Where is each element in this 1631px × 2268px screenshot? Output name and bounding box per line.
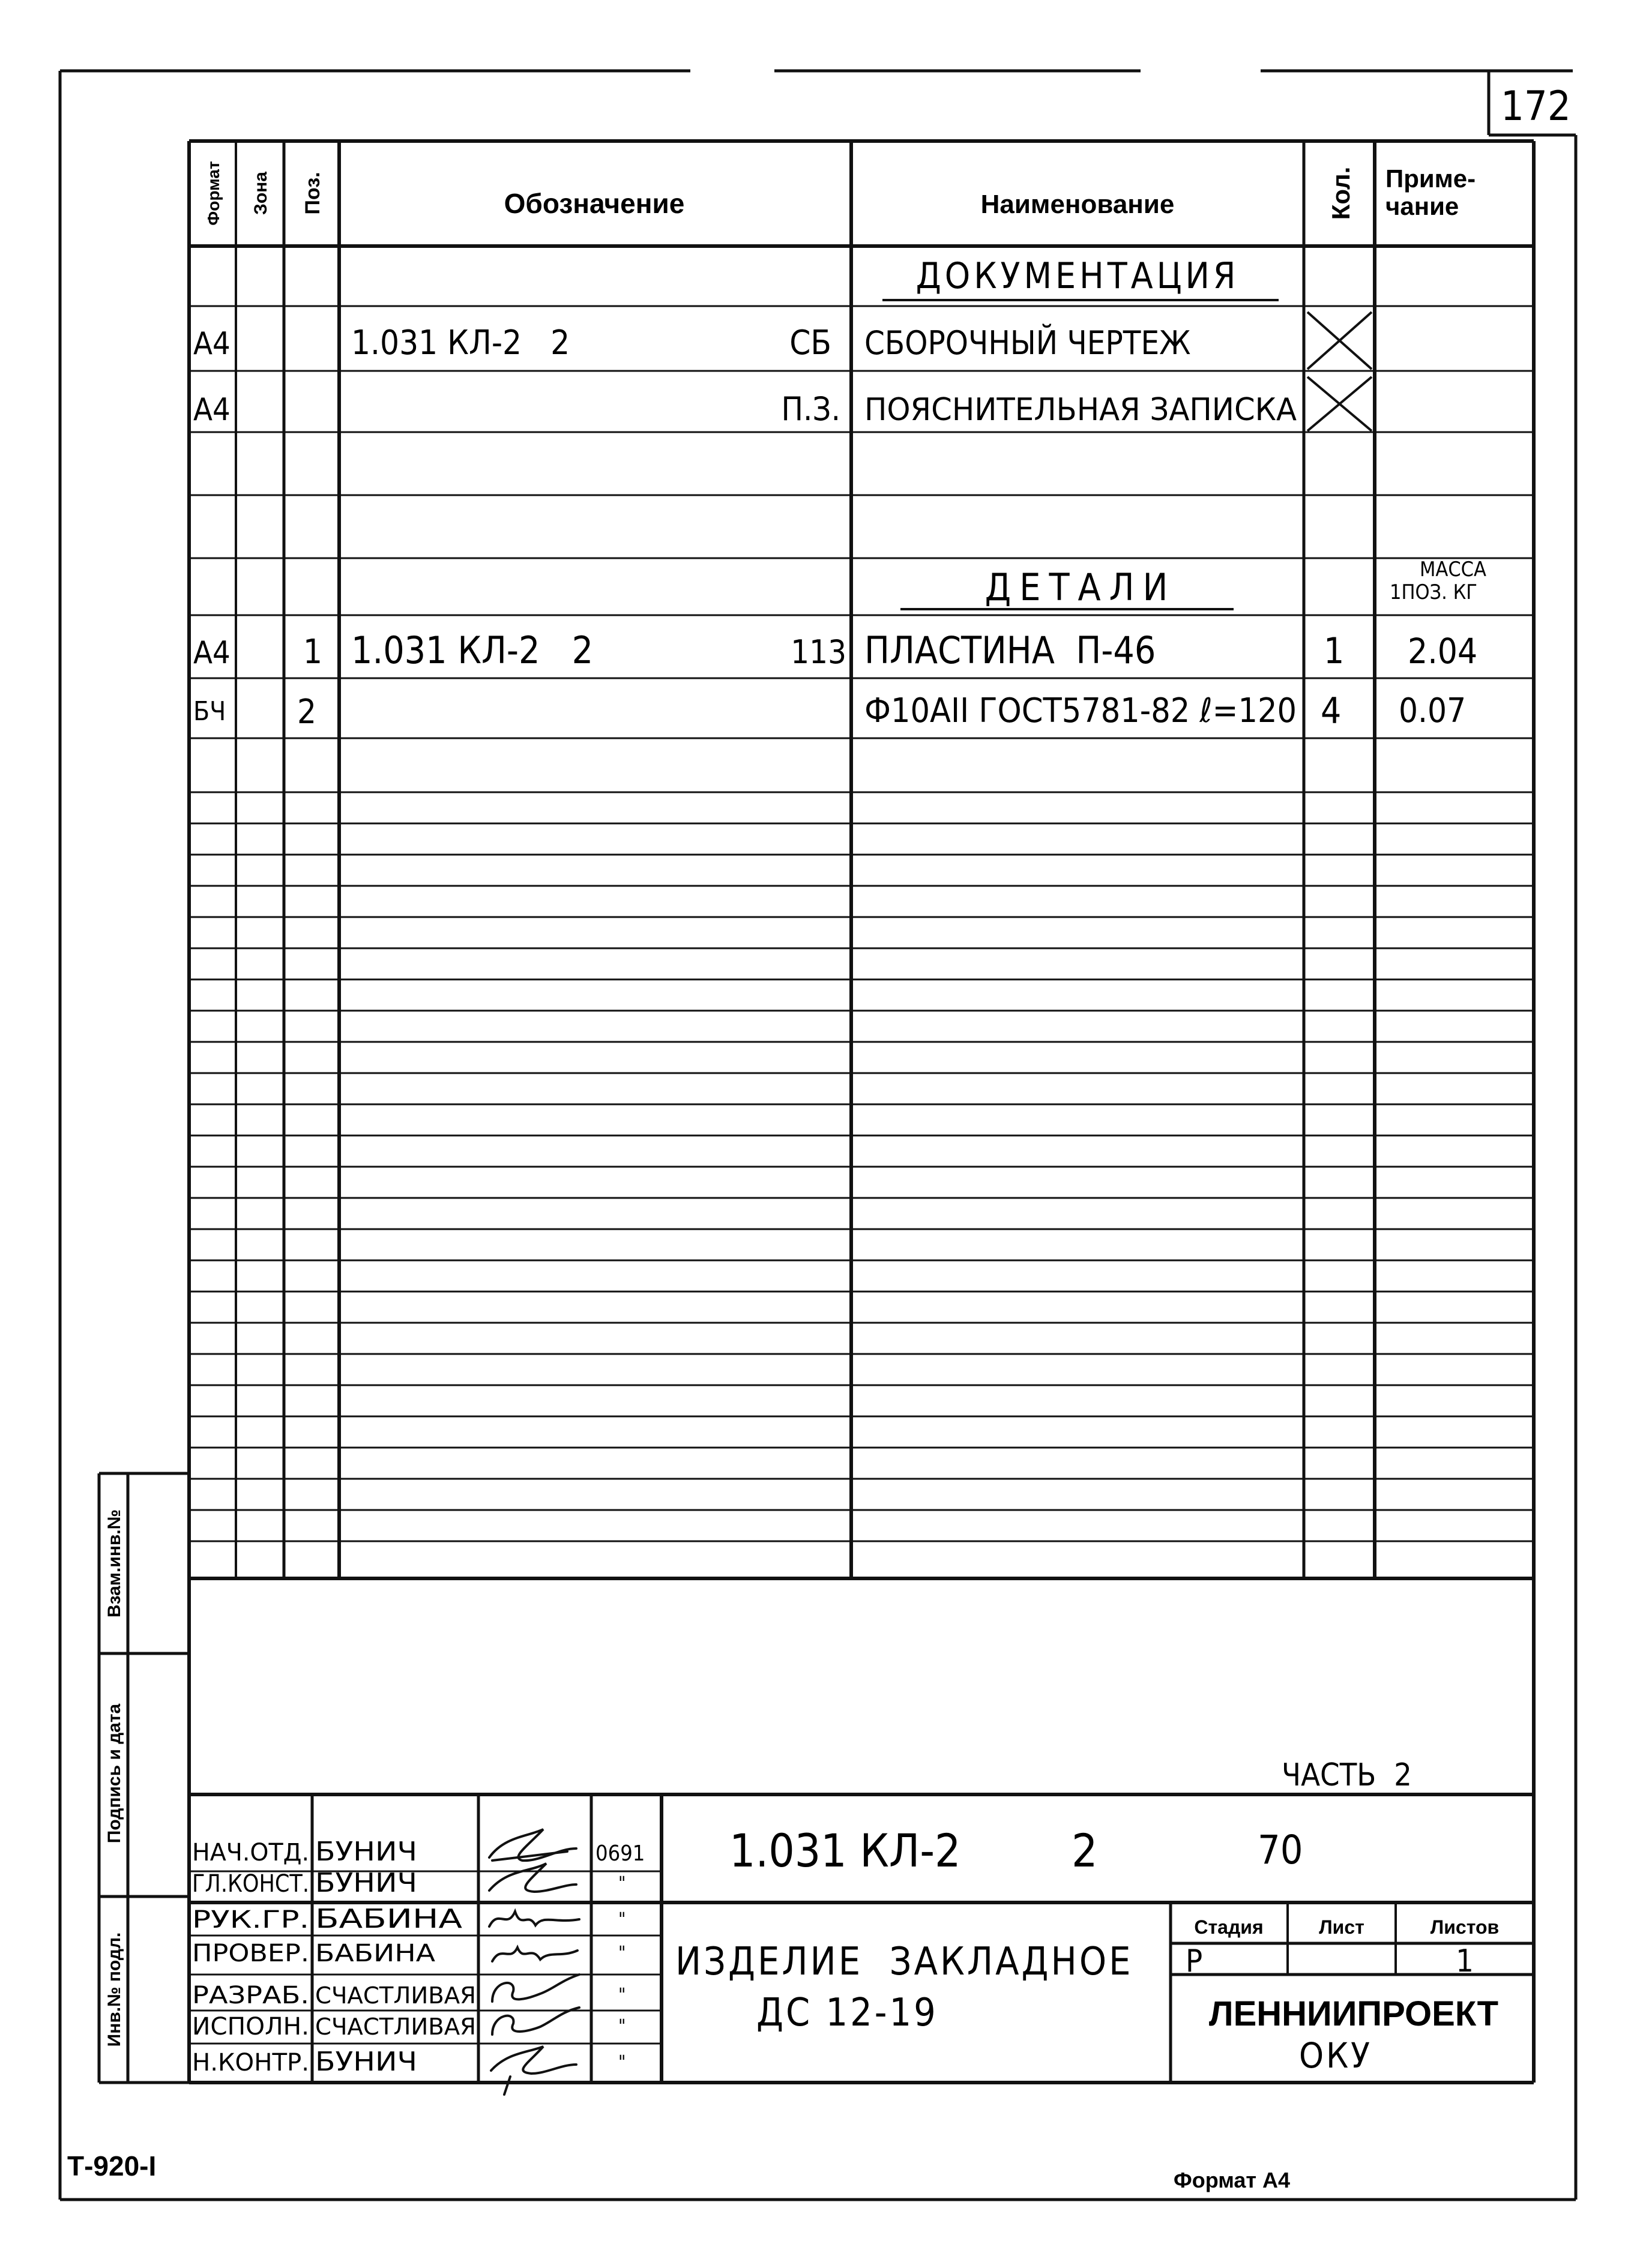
- row-name: ПОЯСНИТЕЛЬНАЯ ЗАПИСКА: [864, 392, 1297, 428]
- signature-role: РАЗРАБ.: [192, 1982, 309, 2009]
- department: ОКУ: [1299, 2035, 1372, 2076]
- header-designation: Обозначение: [504, 188, 685, 219]
- qty-cross-mark: [1307, 312, 1372, 369]
- signature-name: БАБИНА: [315, 1940, 436, 1967]
- part-label: ЧАСТЬ 2: [1282, 1757, 1412, 1793]
- signature-rows: [192, 1836, 645, 2077]
- signature-date: ": [618, 2016, 626, 2037]
- header-pos: Поз.: [301, 172, 324, 215]
- signature-date: ": [618, 1873, 626, 1894]
- row-doc-code: СБ: [789, 323, 831, 362]
- side-stamp-inv-podl: Инв.№ подл.: [104, 1932, 124, 2047]
- signature-date: ": [618, 1985, 626, 2006]
- signature-date: ": [618, 1943, 626, 1964]
- header-name: Наименование: [980, 190, 1175, 219]
- document-series: 70: [1258, 1827, 1303, 1873]
- mass-header-line1: МАССА: [1420, 558, 1486, 582]
- row-designation: 1.031 КЛ-2 2: [351, 628, 594, 672]
- side-stamp-podpis-data: Подпись и дата: [104, 1703, 124, 1844]
- section-details: ДЕТАЛИ: [984, 565, 1177, 609]
- header-zone: Зона: [251, 172, 271, 215]
- row-qty: 4: [1321, 690, 1342, 732]
- signature-role: ИСПОЛН.: [192, 2013, 309, 2041]
- handwritten-signatures: [489, 1829, 579, 2095]
- row-format: А4: [193, 635, 231, 671]
- spec-table-grid: [189, 141, 1534, 1806]
- row-designation: 1.031 КЛ-2 2: [351, 323, 570, 362]
- spec-table-row-lines: [189, 306, 1534, 1541]
- section-documentation: ДОКУМЕНТАЦИЯ: [915, 255, 1240, 297]
- signature-date: ": [618, 2052, 626, 2073]
- row-format: А4: [193, 326, 231, 362]
- sheet-label: Лист: [1319, 1916, 1364, 1938]
- row-name: Ф10АII ГОСТ5781-82 ℓ=120: [864, 691, 1297, 730]
- format-label: Формат А4: [1174, 2168, 1291, 2192]
- table-row: [193, 312, 1372, 369]
- row-pos: 2: [297, 693, 317, 732]
- row-mass: 0.07: [1399, 691, 1467, 730]
- header-format: Формат: [204, 161, 223, 226]
- table-row: [193, 690, 1466, 732]
- signature-name: БУНИЧ: [315, 2047, 417, 2077]
- row-pos: 1: [303, 633, 323, 672]
- stage-label: Стадия: [1194, 1916, 1264, 1938]
- table-row: [193, 628, 1477, 672]
- signature-name: БУНИЧ: [315, 1868, 417, 1898]
- row-qty: 1: [1324, 630, 1345, 672]
- qty-cross-mark: [1307, 377, 1372, 431]
- row-mass: 2.04: [1408, 631, 1478, 672]
- product-name-line1: ИЗДЕЛИЕ ЗАКЛАДНОЕ: [675, 1940, 1133, 1984]
- signature-name: БАБИНА: [315, 1904, 462, 1934]
- signature-role: ПРОВЕР.: [192, 1940, 309, 1967]
- product-name-line2: ДС 12-19: [756, 1991, 938, 2035]
- table-row: [193, 377, 1372, 431]
- row-name: ПЛАСТИНА П-46: [864, 628, 1156, 672]
- signature-name: СЧАСТЛИВАЯ: [315, 1982, 476, 2009]
- row-format: А4: [193, 392, 231, 428]
- document-issue: 2: [1072, 1824, 1098, 1877]
- signature-name: БУНИЧ: [315, 1836, 417, 1867]
- page-number: 172: [1501, 83, 1571, 130]
- document-code: 1.031 КЛ-2: [729, 1824, 961, 1877]
- row-doc-code: 113: [791, 633, 846, 671]
- side-stamp-vzam-inv: Взам.инв.№: [104, 1509, 124, 1618]
- signature-role: НАЧ.ОТД.: [192, 1839, 309, 1866]
- signature-date: ": [618, 1909, 626, 1930]
- row-doc-code: П.З.: [781, 390, 840, 428]
- signature-role: Н.КОНТР.: [192, 2049, 309, 2077]
- signature-date: 0691: [595, 1841, 645, 1866]
- sheets-value: 1: [1456, 1943, 1474, 1979]
- stage-value: Р: [1186, 1943, 1203, 1979]
- signature-name: СЧАСТЛИВАЯ: [315, 2014, 476, 2040]
- header-qty: Кол.: [1327, 166, 1355, 220]
- row-name: СБОРОЧНЫЙ ЧЕРТЕЖ: [864, 324, 1191, 362]
- row-format: БЧ: [193, 696, 226, 727]
- organization: ЛЕННИИПРОЕКТ: [1208, 1994, 1499, 2033]
- bottom-left-code: Т-920-І: [67, 2150, 157, 2182]
- header-note-line2: чание: [1385, 192, 1459, 220]
- signature-role: ГЛ.КОНСТ.: [192, 1870, 309, 1898]
- header-note-line1: Приме-: [1385, 164, 1476, 193]
- signature-role: РУК.ГР.: [192, 1906, 309, 1934]
- mass-header-line2: 1ПОЗ. КГ: [1390, 580, 1477, 604]
- sheets-label: Листов: [1430, 1916, 1500, 1938]
